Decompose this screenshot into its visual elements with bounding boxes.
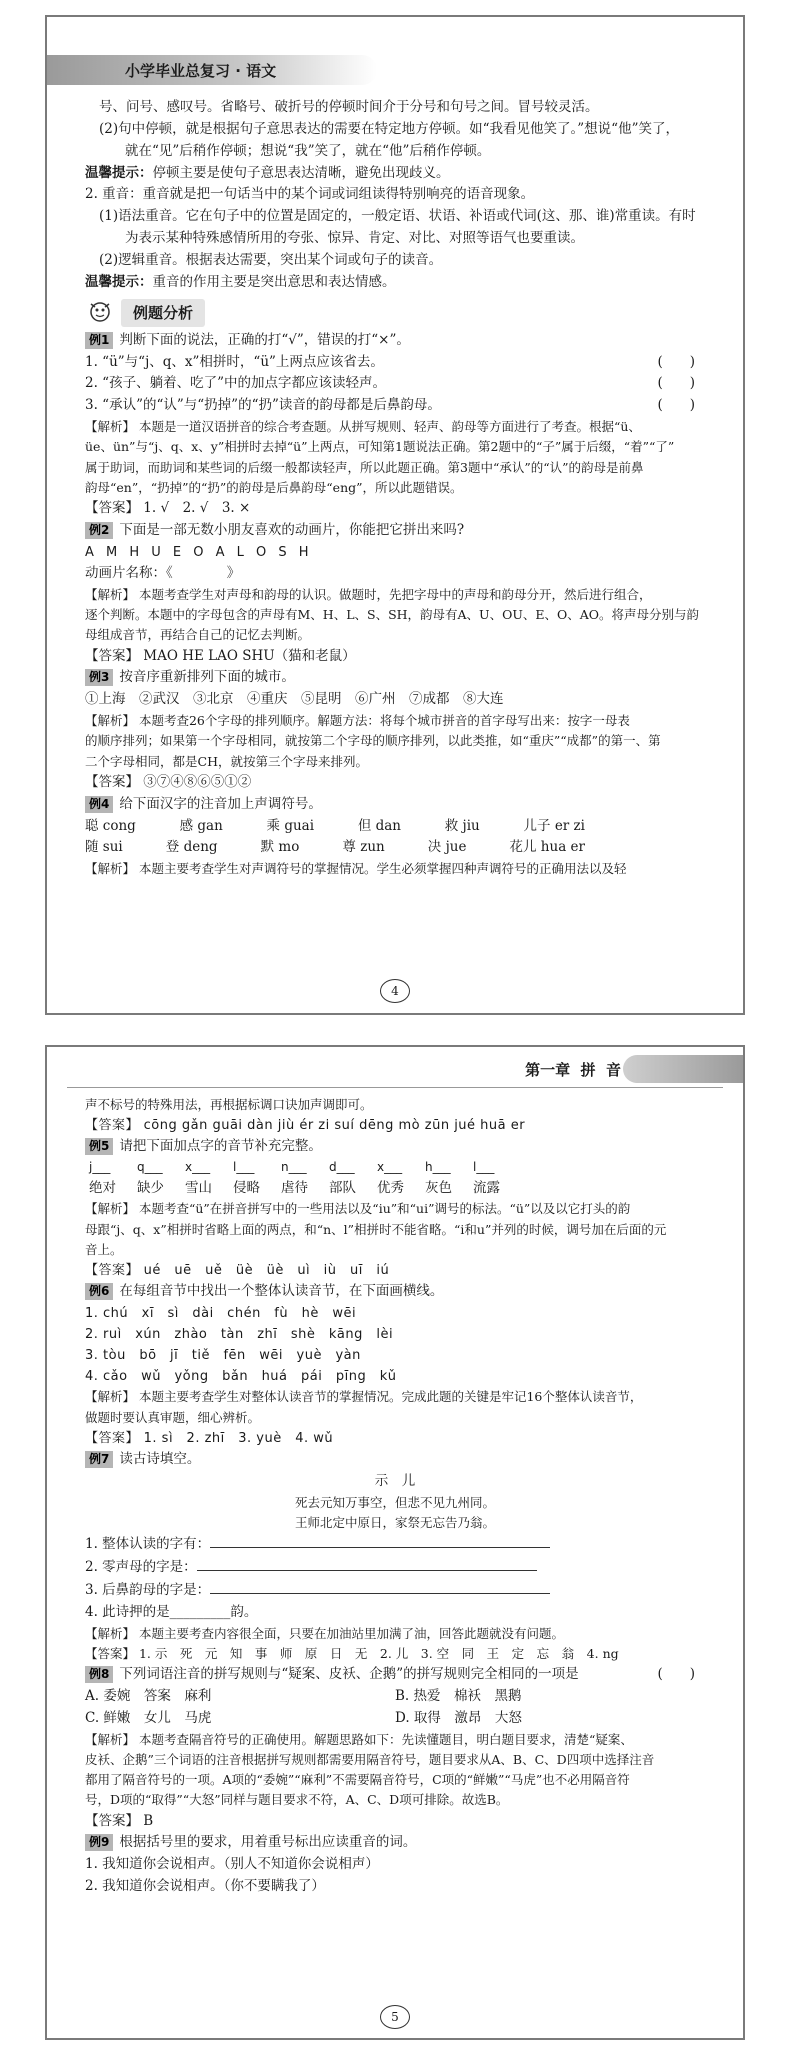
fill-item — [85, 1556, 705, 1579]
list-item — [85, 395, 705, 417]
example-tag: 例4 — [85, 796, 113, 813]
example-tag: 例2 — [85, 522, 113, 539]
section-title: 例题分析 — [121, 299, 205, 327]
question — [85, 1664, 705, 1686]
analysis: 【解析】 本题主要考查学生对整体认读音节的掌握情况。完成此题的关键是牢记16个整体认读音节， — [85, 1389, 643, 1405]
pinyin-item: 默 mo — [260, 839, 300, 856]
paragraph: 为表示某种特殊感情所用的夸张、惊异、肯定、对比、对照等语气也要重读。 — [125, 230, 584, 247]
fill-line[interactable] — [197, 1556, 537, 1571]
item-text: 3. “承认”的“认”与“扔掉”的“扔”读音的韵母都是后鼻韵母。 — [85, 397, 441, 414]
fill-item — [85, 1579, 705, 1602]
answer: 【答案】 MAO HE LAO SHU（猫和老鼠） — [85, 647, 356, 664]
analysis: 都用了隔音符号的一项。A项的“委婉”“麻利”不需要隔音符号，C项的“鲜嫩”“马虎”也不必用隔音符 — [85, 1772, 630, 1788]
blank: n___ — [281, 1160, 307, 1175]
list-item — [85, 373, 705, 395]
pinyin-row — [85, 816, 705, 838]
word: 绝对 — [89, 1179, 116, 1196]
paragraph: 2. 重音：重音就是把一句话当中的某个词或词组读得特别响亮的语音现象。 — [85, 186, 535, 203]
page-content — [85, 1095, 705, 1898]
item-text: 1. “ü”与“j、q、x”相拼时，“ü”上两点应该省去。 — [85, 353, 384, 370]
blank-row — [85, 1158, 705, 1177]
analysis: 的顺序排列；如果第一个字母相同，就按第二个字母的顺序排列，以此类推，如“重庆”“成都”的第一、第 — [85, 733, 661, 749]
word-row — [85, 1178, 705, 1200]
pinyin-item: 花儿 hua er — [509, 839, 585, 856]
answer-paren: ( ) — [657, 397, 695, 414]
word: 优秀 — [377, 1179, 404, 1196]
word: 流露 — [473, 1179, 500, 1196]
example-tag: 例3 — [85, 669, 113, 686]
page-number: 5 — [380, 2005, 410, 2029]
question — [85, 667, 705, 689]
analysis: 母组成音节，再结合自己的记忆去判断。 — [85, 627, 311, 643]
question — [85, 1281, 705, 1303]
pinyin-item: 乘 guai — [266, 817, 315, 834]
page-4 — [45, 15, 745, 1015]
example-tag: 例7 — [85, 1451, 113, 1468]
analysis: 逐个判断。本题中的字母包含的声母有M、H、L、S、SH，韵母有A、U、OU、E、O、AO。将声母分别与韵 — [85, 607, 700, 623]
word: 雪山 — [185, 1179, 212, 1196]
pinyin-item: 随 sui — [85, 839, 123, 856]
analysis: 二个字母相同，都是CH，就按第三个字母来排列。 — [85, 753, 368, 769]
answer: 【答案】 1. 示 死 元 知 事 师 原 日 无 2. 儿 3. 空 同 王 定 忘 翁 4. ng — [85, 1645, 619, 1661]
list-item — [85, 352, 705, 374]
word: 部队 — [329, 1179, 356, 1196]
pinyin-item: 聪 cong — [85, 817, 136, 834]
example-tag: 例9 — [85, 1834, 113, 1851]
answer-paren: ( ) — [657, 1666, 695, 1682]
poem-line: 死去元知万事空，但悲不见九州同。 — [294, 1494, 495, 1510]
word: 灰色 — [425, 1179, 452, 1196]
pinyin-item: 救 jiu — [444, 817, 480, 834]
question — [85, 1832, 705, 1854]
list-item: 1. chú xī sì dài chén fù hè wēi — [85, 1306, 357, 1322]
analysis: 声不标号的特殊用法，再根据标调口诀加声调即可。 — [85, 1097, 373, 1112]
question-text: 读古诗填空。 — [119, 1450, 201, 1467]
question-text: 按音序重新排列下面的城市。 — [119, 669, 295, 686]
analysis: 做题时要认真审题，细心辨析。 — [85, 1409, 261, 1425]
fill-label: 3. 后鼻韵母的字是： — [85, 1581, 211, 1598]
page-header — [47, 55, 377, 85]
pinyin-item: 登 deng — [165, 839, 218, 856]
question-text: 根据括号里的要求，用着重号标出应读重音的词。 — [119, 1834, 417, 1851]
analysis: 【解析】 本题考查学生对声母和韵母的认识。做题时，先把字母中的声母和韵母分开，然后进行组合， — [85, 586, 652, 602]
page-number: 4 — [380, 979, 410, 1003]
list-item: 4. cǎo wǔ yǒng bǎn huá pái pīng kǔ — [85, 1369, 397, 1385]
paragraph: (2)逻辑重音。根据表达需要，突出某个词或句子的读音。 — [99, 252, 443, 269]
tip — [85, 272, 705, 294]
pinyin-item: 但 dan — [357, 817, 401, 834]
blank: h___ — [425, 1160, 451, 1175]
option: D. 取得 激昂 大怒 — [395, 1709, 522, 1726]
word: 缺少 — [137, 1179, 164, 1196]
blank: j___ — [89, 1160, 111, 1175]
analysis: 【解析】 本题考查26个字母的排列顺序。解题方法：将每个城市拼音的首字母写出来：按字一母表 — [85, 713, 630, 729]
example-tag: 例1 — [85, 332, 113, 349]
blank: q___ — [137, 1160, 163, 1175]
answer-blank: 动画片名称：《 》 — [85, 564, 241, 581]
tip-label: 温馨提示： — [85, 164, 153, 181]
pinyin-item: 决 jue — [427, 839, 467, 856]
list-item: 2. 我知道你会说相声。（你不要瞒我了） — [85, 1878, 325, 1895]
option: B. 热爱 棉袄 黑鹅 — [395, 1687, 522, 1704]
header-bar — [623, 1055, 743, 1083]
blank: l___ — [233, 1160, 255, 1175]
answer-paren: ( ) — [657, 353, 695, 370]
tip-text: 重音的作用主要是突出意思和表达情感。 — [152, 273, 396, 290]
word: 侵略 — [233, 1179, 260, 1196]
header-title: 第一章 拼 音 — [525, 1061, 621, 1079]
section-heading — [85, 298, 705, 328]
page-5 — [45, 1045, 745, 2040]
analysis: 属于助词，而助词和某些词的后缀一般都读轻声，所以此题正确。第3题中“承认”的“认”的韵母是前鼻 — [85, 459, 644, 475]
analysis: 皮袄、企鹅”三个词语的注音根据拼写规则都需要用隔音符号，题目要求从A、B、C、D四项中选择注音 — [85, 1751, 655, 1767]
cartoon-icon — [85, 298, 115, 328]
poem-title: 示 儿 — [374, 1472, 416, 1489]
pinyin-item: 感 gan — [179, 817, 223, 834]
question-text: 下面是一部无数小朋友喜欢的动画片，你能把它拼出来吗? — [119, 522, 465, 539]
answer: 【答案】 ③⑦④⑧⑥⑤①② — [85, 773, 252, 790]
answer: 【答案】 1. sì 2. zhī 3. yuè 4. wǔ — [85, 1430, 334, 1446]
pinyin-item: 尊 zun — [342, 839, 385, 856]
blank: l___ — [473, 1160, 495, 1175]
paragraph: 就在“见”后稍作停顿；想说“我”笑了，就在“他”后稍作停顿。 — [125, 142, 491, 159]
fill-line[interactable] — [210, 1579, 550, 1594]
question — [85, 1136, 705, 1158]
question — [85, 330, 705, 352]
tip-label: 温馨提示： — [85, 273, 153, 290]
paragraph: 号、问号、感叹号。省略号、破折号的停顿时间介于分号和句号之间。冒号较灵活。 — [99, 99, 599, 115]
poem-line: 王师北定中原日，家祭无忘告乃翁。 — [294, 1514, 495, 1530]
fill-line[interactable] — [210, 1533, 550, 1548]
options-row — [85, 1686, 705, 1708]
fill-label: 1. 整体认读的字有： — [85, 1536, 211, 1553]
answer: 【答案】 ué uē uě üè üè uì iù uī iú — [85, 1263, 390, 1279]
list-item: 3. tòu bō jī tiě fēn wēi yuè yàn — [85, 1348, 361, 1364]
question-text: 下列词语注音的拼写规则与“疑案、皮袄、企鹅”的拼写规则完全相同的一项是 — [119, 1666, 579, 1682]
word: 虐待 — [281, 1179, 308, 1196]
question-text: 判断下面的说法，正确的打“√”，错误的打“×”。 — [119, 331, 410, 348]
analysis: 【解析】 本题是一道汉语拼音的综合考查题。从拼写规则、轻声、韵母等方面进行了考查。根据“ü、 — [85, 419, 641, 435]
question — [85, 520, 705, 542]
fill-item — [85, 1533, 705, 1556]
answer: 【答案】 1. √ 2. √ 3. × — [85, 500, 251, 517]
analysis: 号，D项的“取得”“大怒”同样与题目要求不符，A、C、D项可排除。故选B。 — [85, 1792, 509, 1808]
question-text: 在每组音节中找出一个整体认读音节，在下面画横线。 — [119, 1283, 444, 1300]
answer-paren: ( ) — [657, 375, 695, 392]
item-text: 2. “孩子、躺着、吃了”中的加点字都应该读轻声。 — [85, 375, 386, 392]
question-text: 请把下面加点字的音节补充完整。 — [119, 1138, 322, 1155]
pinyin-row — [85, 837, 705, 859]
question — [85, 794, 705, 816]
blank: x___ — [185, 1160, 211, 1175]
example-tag: 例8 — [85, 1666, 113, 1683]
analysis: 音上。 — [85, 1241, 123, 1257]
analysis: 韵母“en”，“扔掉”的“扔”的韵母是后鼻韵母“eng”，所以此题错误。 — [85, 479, 463, 495]
analysis: 母跟“j、q、x”相拼时省略上面的两点，和“n、l”相拼时不能省略。“i和u”并列的时候，调号加在后面的元 — [85, 1221, 667, 1237]
fill-item: 4. 此诗押的是_________韵。 — [85, 1603, 258, 1620]
tip — [85, 163, 705, 185]
city-list: ①上海 ②武汉 ③北京 ④重庆 ⑤昆明 ⑥广州 ⑦成都 ⑧大连 — [85, 691, 504, 708]
paragraph: (1)语法重音。它在句子中的位置是固定的，一般定语、状语、补语或代词(这、那、谁)常重读。有时 — [99, 208, 696, 225]
pinyin-item: 儿子 er zi — [523, 817, 585, 834]
tip-text: 停顿主要是使句子意思表达清晰，避免出现歧义。 — [152, 164, 450, 181]
list-item: 2. ruì xún zhào tàn zhī shè kāng lèi — [85, 1327, 394, 1343]
page-header — [443, 1055, 743, 1083]
analysis: 【解析】 本题考查隔音符号的正确使用。解题思路如下：先读懂题目，明白题目要求，清楚“疑案、 — [85, 1731, 633, 1747]
page-content — [85, 97, 705, 880]
question-text: 给下面汉字的注音加上声调符号。 — [119, 795, 322, 812]
analysis: 【解析】 本题主要考查内容很全面，只要在加油站里加满了油，回答此题就没有问题。 — [85, 1625, 564, 1641]
option: A. 委婉 答案 麻利 — [85, 1687, 212, 1704]
example-tag: 例6 — [85, 1283, 113, 1300]
divider — [67, 1087, 723, 1088]
answer: 【答案】 cōng gǎn guāi dàn jiù ér zi suí dēng mò zūn jué huā er — [85, 1118, 526, 1134]
header-title: 小学毕业总复习 · 语文 — [125, 62, 277, 80]
analysis: 【解析】 本题考查“ü”在拼音拼写中的一些用法以及“iu”和“ui”调号的标法。“ü”以及以它打头的韵 — [85, 1201, 631, 1217]
option: C. 鲜嫩 女儿 马虎 — [85, 1709, 212, 1726]
example-tag: 例5 — [85, 1138, 113, 1155]
paragraph: (2)句中停顿，就是根据句子意思表达的需要在特定地方停顿。如“我看见他笑了。”想说“他”笑了， — [99, 120, 679, 137]
question — [85, 1449, 705, 1471]
analysis: 【解析】 本题主要考查学生对声调符号的掌握情况。学生必须掌握四种声调符号的正确用法以及轻 — [85, 861, 627, 877]
answer: 【答案】 B — [85, 1812, 154, 1829]
blank: d___ — [329, 1160, 355, 1175]
options-row — [85, 1708, 705, 1730]
analysis: üe、ün”与“j、q、x、y”相拼时去掉“ü”上两点，可知第1题说法正确。第2题中的“子”属于后缀，“着”“了” — [85, 439, 675, 455]
fill-label: 2. 零声母的字是： — [85, 1558, 197, 1575]
blank: x___ — [377, 1160, 403, 1175]
list-item: 1. 我知道你会说相声。（别人不知道你会说相声） — [85, 1856, 379, 1873]
letters: A M H U E O A L O S H — [85, 544, 313, 560]
